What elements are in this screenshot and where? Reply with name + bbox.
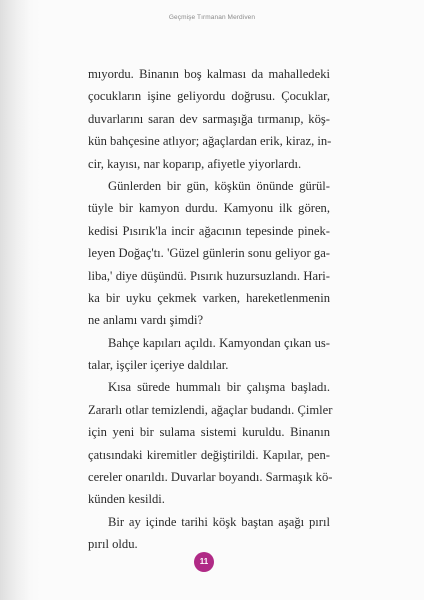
text-line: tüyle bir kamyon durdu. Kamyonu ilk gören, <box>88 201 330 216</box>
text-line: kün bahçesine atlıyor; ağaçlardan erik, kiraz, in- <box>88 134 332 149</box>
page-gutter-shadow <box>0 0 30 600</box>
text-line: cir, kayısı, nar koparıp, afiyetle yiyorlardı. <box>88 156 302 171</box>
text-line: kedisi Pısırık'la incir ağacının tepesinde pinek- <box>88 223 330 238</box>
body-text <box>88 63 333 556</box>
text-line: künden kesildi. <box>88 492 165 507</box>
text-line: mıyordu. Binanın boş kalması da mahalledeki <box>88 67 330 81</box>
text-line: Bir ay içinde tarihi köşk baştan aşağı pırıl <box>108 514 330 529</box>
text-line: ne anlamı vardı şimdi? <box>88 313 204 328</box>
text-line: pırıl oldu. <box>88 537 138 552</box>
text-line: için yeni bir sulama sistemi kuruldu. Binanın <box>88 425 330 440</box>
text-line: cereler onarıldı. Duvarlar boyandı. Sarmaşık kö- <box>88 470 333 485</box>
text-line: Zararlı otlar temizlendi, ağaçlar budandı. Çimler <box>88 402 333 417</box>
text-line: duvarlarını saran dev sarmaşığa tırmanıp, köş- <box>88 111 330 126</box>
text-line: talar, işçiler içeriye daldılar. <box>88 358 229 373</box>
text-line: çatısındaki kiremitler değiştirildi. Kapılar, pen- <box>88 447 330 462</box>
text-line: Kısa sürede hummalı bir çalışma başladı. <box>108 380 330 395</box>
text-line: çocukların işine geliyordu doğrusu. Çocuklar, <box>88 89 330 104</box>
running-header-title: Geçmişe Tırmanan Merdiven <box>168 14 256 21</box>
page-number-badge: 11 <box>194 552 214 572</box>
text-line: Günlerden bir gün, köşkün önünde gürül- <box>108 178 330 193</box>
text-line: ka bir uyku çekmek varken, hareketlenmenin <box>88 290 330 305</box>
text-line: leyen Doğaç'tı. 'Güzel günlerin sonu geliyor ga- <box>88 246 330 261</box>
text-line: Bahçe kapıları açıldı. Kamyondan çıkan us- <box>108 335 330 350</box>
text-line: liba,' diye düşündü. Pısırık huzursuzlandı. Hari- <box>88 268 330 283</box>
